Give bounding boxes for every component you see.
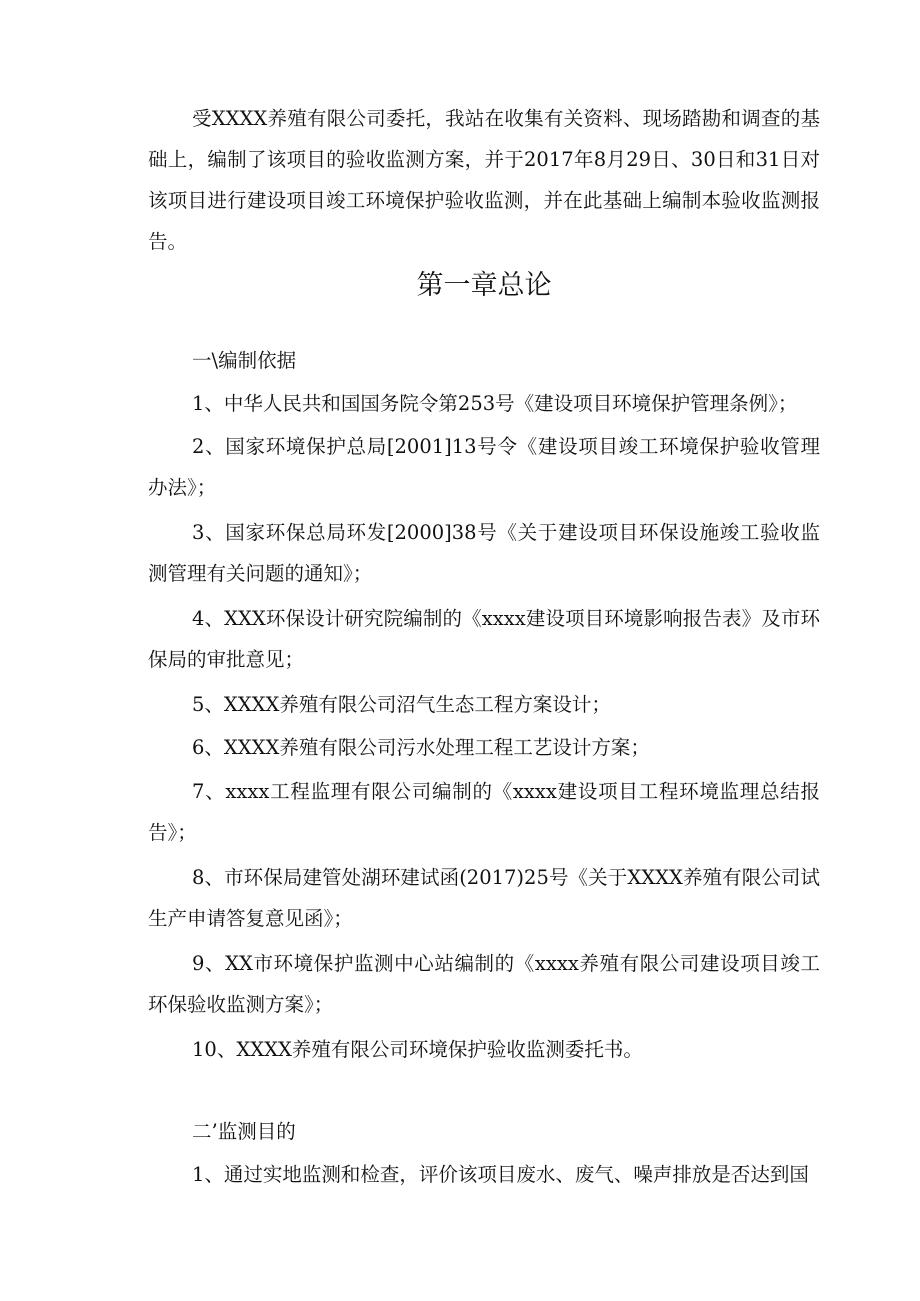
basis-item-6: 6、XXXX养殖有限公司污水处理工程工艺设计方案；	[192, 736, 650, 759]
basis-item-2: 2、国家环境保护总局[2001]13号令《建设项目竣工环境保护验收管理办法》；	[148, 435, 820, 499]
chapter-title: 第一章总论	[416, 270, 552, 301]
basis-item-7: 7、xxxx工程监理有限公司编制的《xxxx建设项目工程环境监理总结报告》；	[148, 780, 820, 844]
basis-item-4: 4、XXX环保设计研究院编制的《xxxx建设项目环境影响报告表》及市环保局的审批意见；	[148, 607, 820, 671]
basis-item-1: 1、中华人民共和国国务院令第253号《建设项目环境保护管理条例》；	[192, 392, 798, 415]
basis-item-8: 8、市环保局建管处湖环建试函(2017)25号《关于XXXX养殖有限公司试生产申请答复意见函》；	[148, 866, 820, 930]
section-heading-basis: 一\编制依据	[192, 349, 297, 372]
intro-paragraph: 受XXXX养殖有限公司委托，我站在收集有关资料、现场踏勘和调查的基础上，编制了该项目的验收监测方案，并于2017年8月29日、30日和31日对该项目进行建设项目竣工环境保护验收监测，并在此基础上编制本验收监测报告。	[148, 107, 820, 253]
section-heading-purpose: 二’监测目的	[192, 1120, 296, 1143]
basis-item-3: 3、国家环保总局环发[2000]38号《关于建设项目环保设施竣工验收监测管理有关问题的通知》；	[148, 521, 820, 585]
purpose-item-1: 1、通过实地监测和检查，评价该项目废水、废气、噪声排放是否达到国	[192, 1163, 809, 1186]
basis-item-9: 9、XX市环境保护监测中心站编制的《xxxx养殖有限公司建设项目竣工环保验收监测方案》；	[148, 952, 820, 1016]
basis-item-5: 5、XXXX养殖有限公司沼气生态工程方案设计；	[192, 693, 611, 716]
basis-item-10: 10、XXXX养殖有限公司环境保护验收监测委托书。	[192, 1038, 643, 1061]
